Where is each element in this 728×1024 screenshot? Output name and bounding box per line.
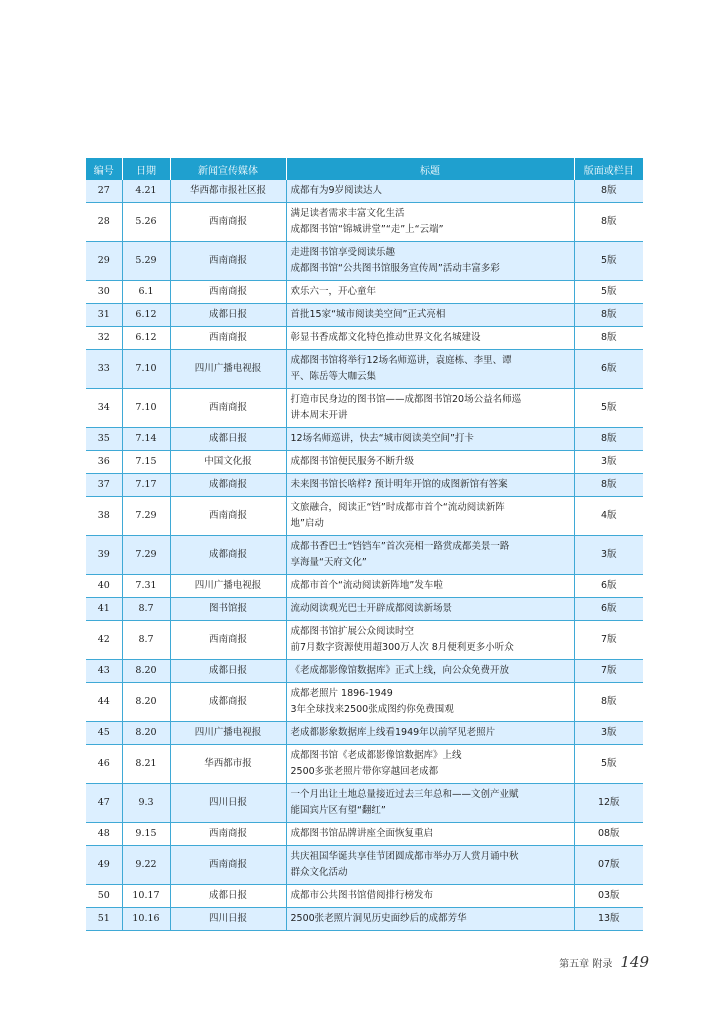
cell-number: 40 (86, 575, 122, 598)
cell-number: 47 (86, 784, 122, 823)
cell-title (286, 683, 574, 722)
title-line: 成都图书馆品牌讲座全面恢复重启 (290, 828, 434, 839)
table-row (86, 575, 643, 598)
table-row (86, 304, 643, 327)
table-row (86, 598, 643, 621)
title-line: 文旅融合，阅读正“铛”时成都市首个“流动阅读新阵 (290, 502, 505, 513)
cell-section: 5版 (574, 242, 643, 281)
cell-title (286, 203, 574, 242)
header-title: 标题 (286, 158, 574, 180)
title-line: 成都市首个“流动阅读新阵地”发车啦 (290, 580, 443, 591)
cell-date: 10.17 (122, 885, 170, 908)
table-row (86, 242, 643, 281)
cell-number: 32 (86, 327, 122, 350)
cell-section: 8版 (574, 203, 643, 242)
cell-section: 7版 (574, 621, 643, 660)
title-line: 3年全球找来2500张成图约你免费围观 (290, 704, 454, 715)
cell-number: 30 (86, 281, 122, 304)
cell-date: 7.29 (122, 497, 170, 536)
cell-date: 5.26 (122, 203, 170, 242)
cell-media: 成都日报 (170, 885, 286, 908)
cell-section: 03版 (574, 885, 643, 908)
title-line: 欢乐六一，开心童年 (290, 286, 377, 297)
cell-number: 45 (86, 722, 122, 745)
title-line: 群众文化活动 (290, 867, 348, 878)
title-line: 流动阅读观光巴士开辟成都阅读新场景 (290, 603, 453, 614)
title-line: 享海量“天府文化” (290, 557, 367, 568)
cell-media: 中国文化报 (170, 451, 286, 474)
title-line: 成都老照片 1896-1949 (290, 688, 393, 699)
title-line: 老成都影象数据库上线看1949年以前罕见老照片 (290, 727, 496, 738)
cell-section: 3版 (574, 451, 643, 474)
cell-title (286, 451, 574, 474)
cell-date: 9.15 (122, 823, 170, 846)
cell-media: 西南商报 (170, 327, 286, 350)
title-line: 地”启动 (290, 518, 324, 529)
cell-media: 西南商报 (170, 242, 286, 281)
cell-number: 41 (86, 598, 122, 621)
cell-title (286, 242, 574, 281)
table-row (86, 389, 643, 428)
cell-date: 7.17 (122, 474, 170, 497)
cell-title (286, 598, 574, 621)
cell-title (286, 846, 574, 885)
cell-number: 42 (86, 621, 122, 660)
cell-number: 39 (86, 536, 122, 575)
cell-date: 8.20 (122, 660, 170, 683)
title-line: 讲本周末开讲 (290, 410, 348, 421)
cell-media: 成都商报 (170, 536, 286, 575)
table-row (86, 722, 643, 745)
title-line: 成都图书馆便民服务不断升级 (290, 456, 415, 467)
cell-section: 8版 (574, 180, 643, 203)
title-line: 彰显书香成都文化特色推动世界文化名城建设 (290, 332, 481, 343)
table-row (86, 350, 643, 389)
table-row (86, 474, 643, 497)
cell-media: 图书馆报 (170, 598, 286, 621)
cell-section: 6版 (574, 350, 643, 389)
cell-section: 8版 (574, 474, 643, 497)
cell-media: 成都日报 (170, 428, 286, 451)
cell-number: 36 (86, 451, 122, 474)
cell-title (286, 389, 574, 428)
cell-media: 成都日报 (170, 660, 286, 683)
cell-media: 华西都市报 (170, 745, 286, 784)
cell-title (286, 281, 574, 304)
cell-section: 6版 (574, 575, 643, 598)
cell-number: 43 (86, 660, 122, 683)
cell-section: 4版 (574, 497, 643, 536)
cell-number: 46 (86, 745, 122, 784)
cell-section: 13版 (574, 908, 643, 931)
cell-media: 四川广播电视报 (170, 575, 286, 598)
cell-date: 6.12 (122, 327, 170, 350)
cell-title (286, 536, 574, 575)
page-number: 149 (620, 953, 649, 971)
table-row (86, 180, 643, 203)
cell-media: 西南商报 (170, 203, 286, 242)
title-line: 成都有为9岁阅读达人 (290, 185, 383, 196)
cell-section: 3版 (574, 722, 643, 745)
cell-date: 8.20 (122, 683, 170, 722)
chapter-label: 第五章 附录 (559, 959, 613, 970)
cell-number: 51 (86, 908, 122, 931)
cell-title (286, 745, 574, 784)
cell-title (286, 908, 574, 931)
cell-number: 29 (86, 242, 122, 281)
table-row (86, 846, 643, 885)
cell-date: 7.15 (122, 451, 170, 474)
cell-section: 8版 (574, 683, 643, 722)
title-line: 成都市公共图书馆借阅排行榜发布 (290, 890, 434, 901)
title-line: 成都图书馆“锦城讲堂”“走”上“云端” (290, 224, 444, 235)
cell-section: 5版 (574, 281, 643, 304)
cell-media: 西南商报 (170, 497, 286, 536)
table-row (86, 660, 643, 683)
table-row (86, 451, 643, 474)
page-footer (559, 953, 649, 971)
cell-title (286, 304, 574, 327)
cell-section: 7版 (574, 660, 643, 683)
cell-section: 08版 (574, 823, 643, 846)
cell-title (286, 722, 574, 745)
cell-date: 7.10 (122, 389, 170, 428)
title-line: 前7月数字资源使用超300万人次 8月便利更多小听众 (290, 642, 514, 653)
cell-media: 西南商报 (170, 846, 286, 885)
cell-date: 6.1 (122, 281, 170, 304)
cell-media: 四川广播电视报 (170, 722, 286, 745)
cell-title (286, 784, 574, 823)
cell-media: 成都日报 (170, 304, 286, 327)
table-row (86, 621, 643, 660)
cell-section: 3版 (574, 536, 643, 575)
title-line: 一个月出让土地总量接近过去三年总和——文创产业赋 (290, 789, 519, 800)
table-row (86, 281, 643, 304)
title-line: 成都图书馆《老成都影像馆数据库》上线 (290, 750, 462, 761)
cell-section: 5版 (574, 389, 643, 428)
title-line: 2500多张老照片带你穿越回老成都 (290, 766, 439, 777)
title-line: 成都图书馆“公共图书馆服务宣传周”活动丰富多彩 (290, 263, 500, 274)
cell-date: 6.12 (122, 304, 170, 327)
cell-date: 8.21 (122, 745, 170, 784)
cell-title (286, 474, 574, 497)
cell-date: 7.14 (122, 428, 170, 451)
cell-media: 西南商报 (170, 621, 286, 660)
title-line: 满足读者需求丰富文化生活 (290, 208, 405, 219)
cell-date: 7.29 (122, 536, 170, 575)
cell-title (286, 575, 574, 598)
table-row (86, 428, 643, 451)
cell-number: 49 (86, 846, 122, 885)
table-row (86, 784, 643, 823)
cell-media: 成都商报 (170, 474, 286, 497)
title-line: 平、陈岳等大咖云集 (290, 371, 377, 382)
cell-date: 7.10 (122, 350, 170, 389)
cell-section: 5版 (574, 745, 643, 784)
cell-number: 35 (86, 428, 122, 451)
title-line: 2500张老照片洞见历史面纱后的成都芳华 (290, 913, 467, 924)
cell-number: 50 (86, 885, 122, 908)
cell-number: 28 (86, 203, 122, 242)
title-line: 成都图书馆将举行12场名师巡讲，袁庭栋、李里、谭 (290, 355, 512, 366)
cell-date: 8.7 (122, 621, 170, 660)
cell-date: 10.16 (122, 908, 170, 931)
cell-title (286, 660, 574, 683)
cell-date: 8.20 (122, 722, 170, 745)
table-body (86, 180, 643, 931)
cell-section: 8版 (574, 304, 643, 327)
table-row (86, 497, 643, 536)
header-section: 版面或栏目 (574, 158, 643, 180)
table-row (86, 745, 643, 784)
table-header-row (86, 158, 643, 180)
cell-date: 5.29 (122, 242, 170, 281)
cell-title (286, 497, 574, 536)
cell-date: 8.7 (122, 598, 170, 621)
cell-date: 7.31 (122, 575, 170, 598)
header-number: 编号 (86, 158, 122, 180)
cell-date: 4.21 (122, 180, 170, 203)
title-line: 共庆祖国华诞共享佳节团圆成都市举办万人赏月诵中秋 (290, 851, 519, 862)
cell-title (286, 621, 574, 660)
cell-media: 西南商报 (170, 281, 286, 304)
cell-media: 成都商报 (170, 683, 286, 722)
title-line: 成都书香巴士“铛铛车”首次亮相一路赏成都美景一路 (290, 541, 510, 552)
cell-number: 44 (86, 683, 122, 722)
cell-media: 西南商报 (170, 389, 286, 428)
title-line: 12场名师巡讲，快去“城市阅读美空间”打卡 (290, 433, 474, 444)
cell-date: 9.3 (122, 784, 170, 823)
cell-media: 西南商报 (170, 823, 286, 846)
cell-number: 48 (86, 823, 122, 846)
cell-title (286, 885, 574, 908)
title-line: 未来图书馆长啥样? 预计明年开馆的成图新馆有答案 (290, 479, 508, 490)
header-date: 日期 (122, 158, 170, 180)
table-row (86, 203, 643, 242)
cell-number: 27 (86, 180, 122, 203)
title-line: 成都图书馆扩展公众阅读时空 (290, 626, 415, 637)
title-line: 《老成都影像馆数据库》正式上线，向公众免费开放 (290, 665, 510, 676)
cell-section: 8版 (574, 327, 643, 350)
cell-date: 9.22 (122, 846, 170, 885)
title-line: 走进图书馆享受阅读乐趣 (290, 247, 396, 258)
cell-section: 12版 (574, 784, 643, 823)
table-row (86, 327, 643, 350)
cell-title (286, 180, 574, 203)
cell-title (286, 350, 574, 389)
cell-number: 37 (86, 474, 122, 497)
cell-section: 07版 (574, 846, 643, 885)
cell-title (286, 823, 574, 846)
table-row (86, 536, 643, 575)
table-row (86, 823, 643, 846)
cell-number: 33 (86, 350, 122, 389)
table-row (86, 885, 643, 908)
cell-media: 四川广播电视报 (170, 350, 286, 389)
cell-media: 四川日报 (170, 784, 286, 823)
cell-title (286, 428, 574, 451)
cell-section: 8版 (574, 428, 643, 451)
cell-number: 34 (86, 389, 122, 428)
title-line: 打造市民身边的图书馆——成都图书馆20场公益名师巡 (290, 394, 522, 405)
title-line: 首批15家“城市阅读美空间”正式亮相 (290, 309, 446, 320)
cell-media: 华西都市报社区报 (170, 180, 286, 203)
cell-title (286, 327, 574, 350)
table-row (86, 683, 643, 722)
cell-media: 四川日报 (170, 908, 286, 931)
press-coverage-table (86, 158, 643, 931)
title-line: 能国宾片区有望“翻红” (290, 805, 386, 816)
cell-number: 31 (86, 304, 122, 327)
table-row (86, 908, 643, 931)
header-media: 新闻宣传媒体 (170, 158, 286, 180)
cell-section: 6版 (574, 598, 643, 621)
cell-number: 38 (86, 497, 122, 536)
